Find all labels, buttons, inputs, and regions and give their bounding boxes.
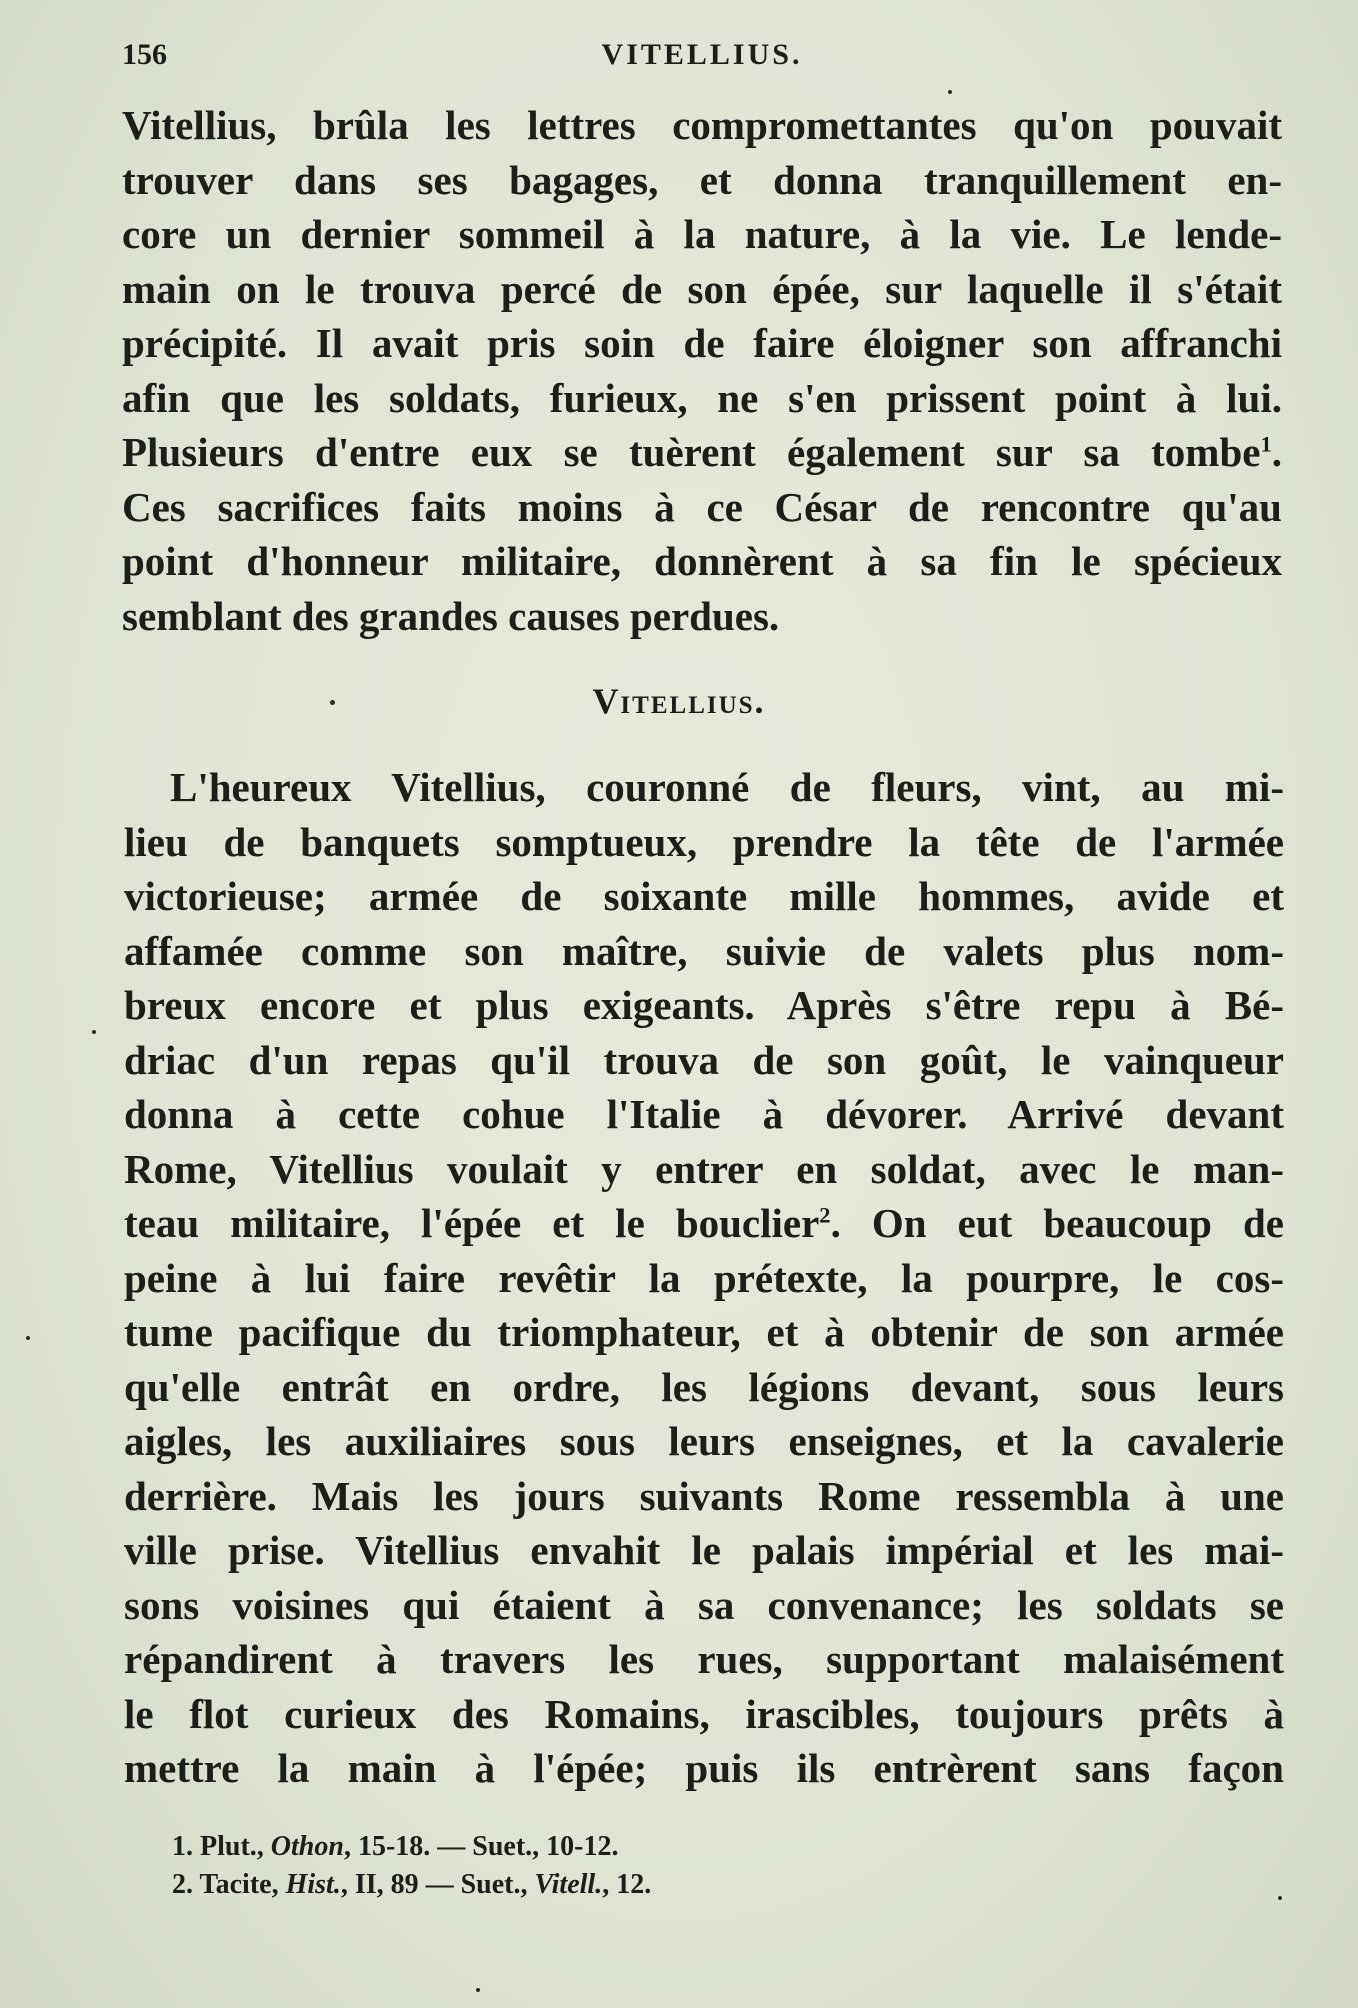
footnote-1 <box>172 1828 1072 1866</box>
text-line-content: Plusieurs d'entre eux se tuèrent également sur sa tombe <box>122 429 1261 475</box>
text-line: tume pacifique du triomphateur, et à obtenir de son armée <box>124 1309 1284 1355</box>
ink-speck <box>92 1030 96 1034</box>
text-line: donna à cette cohue l'Italie à dévorer. Arrivé devant <box>124 1091 1284 1137</box>
footnote-number: 2. <box>172 1869 193 1900</box>
text-line: core un dernier sommeil à la nature, à la vie. Le lende- <box>122 211 1282 257</box>
text-line: Vitellius, brûla les lettres compromettantes qu'on pouvait <box>122 102 1282 148</box>
footnote-ref[interactable]: 2 <box>819 1202 831 1228</box>
running-head: VITELLIUS. <box>601 38 803 71</box>
text-line: breux encore et plus exigeants. Après s'être repu à Bé- <box>124 982 1284 1028</box>
section-title: Vitellius. <box>592 681 766 721</box>
text-line: qu'elle entrât en ordre, les légions devant, sous leurs <box>124 1363 1284 1410</box>
text-line: mettre la main à l'épée; puis ils entrèrent sans façon <box>124 1745 1284 1791</box>
footnote-work: Othon <box>270 1831 344 1862</box>
text-line: Rome, Vitellius voulait y entrer en soldat, avec le man- <box>124 1145 1284 1192</box>
text-line-tail: . On eut beaucoup de <box>830 1200 1284 1246</box>
footnote-rest: , 12. <box>602 1869 652 1900</box>
page-number: 156 <box>122 38 167 71</box>
text-line: derrière. Mais les jours suivants Rome ressembla à une <box>124 1472 1284 1519</box>
ink-speck <box>476 1988 480 1992</box>
text-line <box>124 1196 1284 1251</box>
footnote-author: Plut., <box>200 1831 264 1862</box>
footnote-work: Vitell. <box>534 1869 603 1900</box>
footnote-number: 1. <box>172 1831 193 1862</box>
text-line: sons voisines qui étaient à sa convenance; les soldats se <box>124 1581 1284 1628</box>
text-line: victorieuse; armée de soixante mille hommes, avide et <box>124 873 1284 919</box>
text-line: ville prise. Vitellius envahit le palais impérial et les mai- <box>124 1527 1284 1573</box>
text-line: point d'honneur militaire, donnèrent à sa fin le spécieux <box>122 538 1282 584</box>
ink-speck <box>1278 1896 1282 1900</box>
text-line: répandirent à travers les rues, supportant malaisément <box>124 1636 1284 1682</box>
text-line: lieu de banquets somptueux, prendre la tête de l'armée <box>124 818 1284 865</box>
footnotes <box>172 1828 1072 1904</box>
text-line: précipité. Il avait pris soin de faire éloigner son affranchi <box>122 320 1282 366</box>
footnote-author: Tacite, <box>199 1869 279 1900</box>
footnote-rest: , 15-18. — Suet., 10-12. <box>343 1831 619 1862</box>
text-line: Plusieurs d'entre eux se tuèrent également sur sa tombe$^1$. <box>122 429 1282 475</box>
footnote-ref[interactable]: 1 <box>1260 431 1272 457</box>
text-line: main on le trouva percé de son épée, sur laquelle il s'était <box>122 265 1282 312</box>
text-line: semblant des grandes causes perdues. <box>122 592 780 639</box>
text-line: afin que les soldats, furieux, ne s'en prissent point à lui. <box>122 374 1282 421</box>
text-line: Ces sacrifices faits moins à ce César de rencontre qu'au <box>122 483 1282 530</box>
text-line: L'heureux Vitellius, couronné de fleurs, vint, au mi- <box>170 764 1284 810</box>
text-line: driac d'un repas qu'il trouva de son goût, le vainqueur <box>124 1036 1284 1083</box>
text-line: affamée comme son maître, suivie de valets plus nom- <box>124 927 1284 974</box>
text-line: trouver dans ses bagages, et donna tranquillement en- <box>122 156 1282 203</box>
footnote-rest: , II, 89 — Suet., <box>340 1869 528 1900</box>
ink-speck <box>26 1336 30 1340</box>
footnote-2 <box>172 1866 1072 1904</box>
text-line: aigles, les auxiliaires sous leurs enseignes, et la cavalerie <box>124 1418 1284 1464</box>
main-paragraph <box>124 760 1284 1796</box>
page-header <box>122 38 1282 88</box>
text-line: peine à lui faire revêtir la prétexte, la pourpre, le cos- <box>124 1254 1284 1301</box>
footnote-work: Hist. <box>285 1869 341 1900</box>
ink-speck <box>330 700 335 705</box>
ink-speck <box>948 90 952 94</box>
text-line-content: teau militaire, l'épée et le bouclier <box>124 1200 820 1246</box>
continued-paragraph <box>122 98 1282 643</box>
text-line: le flot curieux des Romains, irascibles, toujours prêts à <box>124 1690 1284 1737</box>
